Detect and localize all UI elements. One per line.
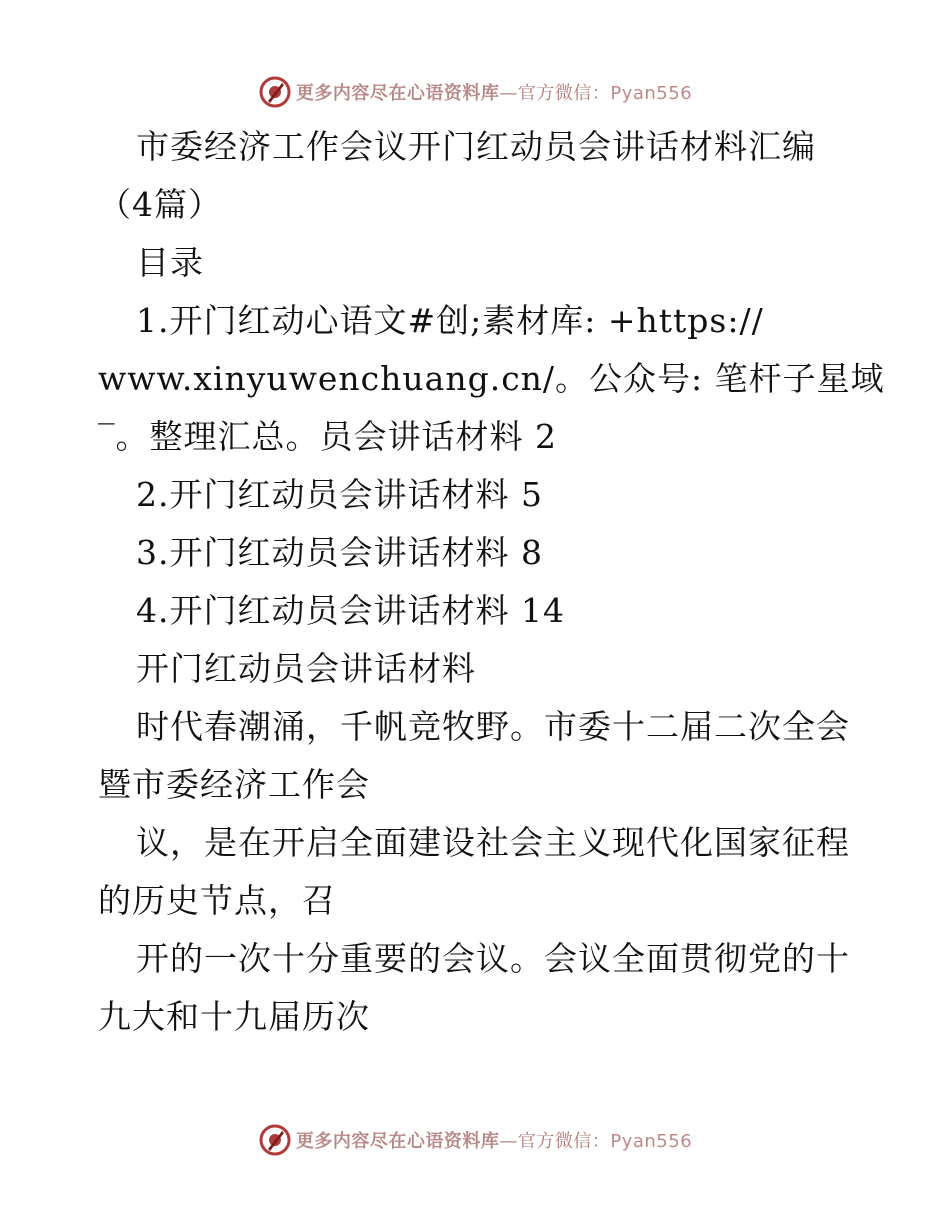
watermark-separator: —	[499, 83, 518, 104]
toc-heading: 目录	[136, 243, 204, 282]
quill-logo-icon	[258, 75, 292, 109]
header-watermark	[0, 72, 950, 112]
paragraph-line: 的历史节点，召	[98, 881, 336, 920]
section-heading: 开门红动员会讲话材料	[136, 649, 476, 688]
toc-item-4: 4.开门红动员会讲话材料 14	[136, 591, 565, 630]
document-body	[98, 118, 885, 1046]
watermark-official-label: 官方微信：	[517, 83, 611, 104]
quill-logo-icon	[258, 1123, 292, 1157]
watermark-separator: —	[499, 1131, 518, 1152]
watermark-official-label: 官方微信：	[517, 1131, 611, 1152]
toc-item-3: 3.开门红动员会讲话材料 8	[136, 533, 543, 572]
watermark-wechat-id: Pyan556	[610, 1131, 693, 1152]
watermark-text	[296, 1127, 692, 1153]
footer-watermark	[0, 1120, 950, 1160]
watermark-brand: 更多内容尽在心语资料库	[295, 1131, 500, 1152]
toc-item-1-line-2: www.xinyuwenchuang.cn/。公众号: 笔杆子星域	[98, 359, 885, 398]
toc-item-2: 2.开门红动员会讲话材料 5	[136, 475, 543, 514]
watermark-brand: 更多内容尽在心语资料库	[295, 83, 500, 104]
paragraph-line: 时代春潮涌，千帆竞牧野。市委十二届二次全会	[136, 707, 850, 746]
watermark-text	[296, 79, 692, 105]
paragraph-line: 议，是在开启全面建设社会主义现代化国家征程	[136, 823, 850, 862]
paragraph-line: 开的一次十分重要的会议。会议全面贯彻党的十	[136, 939, 850, 978]
document-title-suffix: （4篇）	[98, 185, 222, 224]
toc-item-1-line-3: ‾。整理汇总。员会讲话材料 2	[98, 417, 557, 456]
paragraph-line: 九大和十九届历次	[98, 997, 370, 1036]
toc-item-1-line-1: 1.开门红动心语文#创;素材库: +https://	[136, 301, 764, 340]
document-title: 市委经济工作会议开门红动员会讲话材料汇编	[136, 127, 816, 166]
paragraph-line: 暨市委经济工作会	[98, 765, 370, 804]
watermark-wechat-id: Pyan556	[610, 83, 693, 104]
